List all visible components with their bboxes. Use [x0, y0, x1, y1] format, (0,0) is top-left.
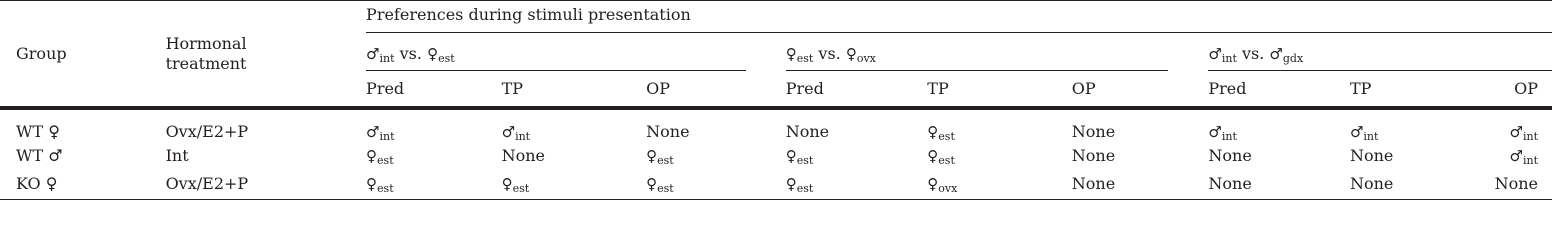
preference-cell: [1208, 169, 1350, 199]
preference-cell: [786, 109, 928, 143]
male-symbol-icon: ♂: [366, 45, 380, 63]
female-symbol-icon: ♀: [501, 174, 513, 193]
comparison-1-right-sub: est: [438, 52, 455, 65]
preference-text: None: [1494, 173, 1538, 193]
comparison-3-vs: vs.: [1241, 44, 1265, 63]
preference-cell: [927, 143, 1072, 169]
preference-text: None: [1349, 146, 1394, 165]
preference-subscript: ovx: [938, 181, 958, 195]
comparison-2-left-sub: est: [796, 52, 814, 65]
comparison-header-2: [786, 33, 1209, 71]
female-symbol-icon: ♀: [427, 45, 439, 63]
preferences-header-cell: [366, 1, 1552, 34]
preference-subscript: est: [377, 181, 394, 195]
female-symbol-icon: ♀: [845, 45, 857, 63]
preference-subscript: est: [657, 154, 674, 167]
preference-subscript: est: [796, 154, 814, 167]
preference-cell: [1350, 143, 1495, 169]
male-symbol-icon: ♂: [1349, 122, 1364, 141]
preference-text: None: [1071, 173, 1116, 193]
preference-text: None: [785, 121, 830, 141]
preference-cell: [786, 143, 928, 169]
preference-cell: [1072, 169, 1209, 199]
comparison-1-vs: vs.: [399, 44, 422, 63]
preference-subscript: int: [515, 129, 531, 143]
subheader-pred-1: Pred: [366, 71, 502, 107]
female-symbol-icon: ♀: [785, 45, 797, 63]
subheader-tp-1: TP: [502, 71, 647, 107]
treatment-cell: Ovx/E2+P: [165, 169, 366, 199]
preference-cell: [927, 109, 1072, 143]
preference-cell: [502, 143, 647, 169]
male-symbol-icon: ♂: [501, 122, 516, 141]
preference-text: None: [1208, 146, 1252, 165]
female-symbol-icon: ♀: [927, 174, 939, 193]
preference-cell: [366, 109, 502, 143]
preference-text: None: [1349, 173, 1394, 193]
table-row: [0, 169, 1552, 199]
subheader-op-2: OP: [1072, 71, 1209, 107]
comparison-3-right-sub: gdx: [1282, 52, 1304, 65]
preference-subscript: int: [1522, 129, 1538, 143]
preference-cell: [366, 169, 502, 199]
table-header: [0, 1, 1552, 110]
preference-subscript: int: [1221, 129, 1237, 143]
preference-subscript: est: [512, 181, 530, 195]
preference-text: None: [1071, 146, 1116, 165]
female-symbol-icon: ♀: [927, 147, 939, 165]
subheader-op-1: OP: [646, 71, 786, 107]
table-body: [0, 109, 1552, 199]
preference-cell: [1495, 109, 1552, 143]
preference-cell: [1495, 143, 1552, 169]
preference-cell: [646, 143, 786, 169]
preference-cell: [1208, 109, 1350, 143]
preference-text: None: [1071, 121, 1116, 141]
table-row: [0, 143, 1552, 169]
treatment-cell: Ovx/E2+P: [165, 121, 249, 141]
subheader-pred-2: Pred: [786, 71, 928, 107]
group-cell: WT ♀: [16, 121, 60, 141]
preference-cell: [1350, 169, 1495, 199]
treatment-cell: Int: [165, 146, 189, 165]
male-symbol-icon: ♂: [366, 122, 380, 141]
preference-text: None: [1208, 173, 1252, 193]
preference-text: None: [646, 121, 690, 141]
male-symbol-icon: ♂: [1208, 122, 1222, 141]
comparison-3-left-sub: int: [1221, 52, 1237, 65]
preference-cell: [927, 169, 1072, 199]
male-symbol-icon: ♂: [1269, 45, 1283, 63]
preference-subscript: est: [377, 154, 394, 167]
preference-cell: [1350, 109, 1495, 143]
female-symbol-icon: ♀: [785, 174, 797, 193]
group-column-header: Group: [0, 1, 165, 108]
female-symbol-icon: ♀: [366, 147, 378, 165]
preference-subscript: est: [657, 181, 674, 195]
preferences-group-title: Preferences during stimuli presentation: [366, 5, 691, 24]
preference-text: None: [501, 146, 546, 165]
preference-subscript: int: [1522, 154, 1538, 167]
preference-subscript: est: [938, 154, 955, 167]
group-cell: KO ♀: [0, 169, 165, 199]
preference-subscript: int: [379, 129, 395, 143]
female-symbol-icon: ♀: [646, 147, 658, 165]
female-symbol-icon: ♀: [785, 147, 797, 165]
comparison-header-3: [1208, 33, 1552, 71]
female-symbol-icon: ♀: [366, 174, 378, 193]
preference-cell: [646, 169, 786, 199]
comparison-1-left-sub: int: [379, 52, 395, 65]
female-symbol-icon: ♀: [927, 122, 939, 141]
male-symbol-icon: ♂: [1509, 147, 1523, 165]
preference-cell: [1208, 143, 1350, 169]
preference-cell: [1072, 143, 1209, 169]
preference-subscript: int: [1363, 129, 1379, 143]
subheader-pred-3: Pred: [1208, 71, 1350, 107]
male-symbol-icon: ♂: [1208, 45, 1222, 63]
male-symbol-icon: ♂: [1509, 122, 1523, 141]
comparison-2-vs: vs.: [818, 44, 841, 63]
comparison-2-right-sub: ovx: [856, 52, 876, 65]
group-cell: WT ♂: [16, 146, 63, 165]
preference-cell: [1495, 169, 1552, 199]
female-symbol-icon: ♀: [646, 174, 658, 193]
preference-cell: [502, 169, 647, 199]
preference-cell: [366, 143, 502, 169]
preference-subscript: est: [796, 181, 814, 195]
hormonal-label-line2: treatment: [165, 53, 247, 73]
subheader-tp-2: TP: [927, 71, 1072, 107]
table-row: [0, 109, 1552, 143]
hormonal-label-line1: Hormonal: [165, 33, 247, 53]
preference-cell: [502, 109, 647, 143]
preference-cell: [1072, 109, 1209, 143]
preference-cell: [786, 169, 928, 199]
hormonal-treatment-column-header: [165, 1, 366, 108]
preference-cell: [646, 109, 786, 143]
comparison-header-1: [366, 33, 786, 71]
subheader-op-3: OP: [1495, 71, 1552, 107]
subheader-tp-3: TP: [1350, 71, 1495, 107]
preference-subscript: est: [938, 129, 955, 143]
